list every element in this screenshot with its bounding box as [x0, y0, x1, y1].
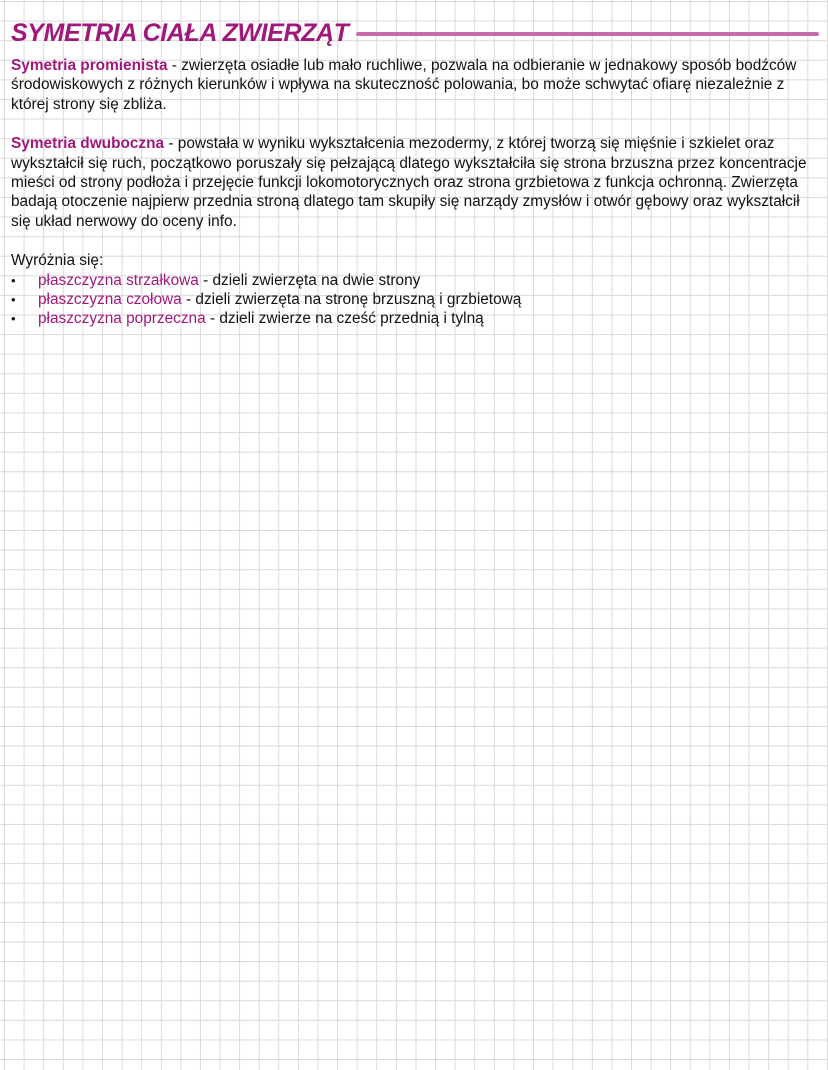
radial-symmetry-text: - zwierzęta osiadłe lub mało ruchliwe, pozwala na odbieranie w jednakowy sposób bodźców środowiskowych z różnych kierunków i wpływa na skuteczność polowania, bo może schwytać ofiarę niezależnie z której strony się zbliża. — [11, 57, 797, 113]
plane-name-sagittal: płaszczyzna strzałkowa — [38, 271, 199, 289]
note-page — [11, 14, 819, 329]
planes-intro: Wyróżnia się: — [11, 252, 104, 270]
planes-list — [11, 271, 819, 329]
page-title: SYMETRIA CIAŁA ZWIERZĄT — [11, 18, 349, 47]
list-item — [11, 309, 819, 328]
bullet-icon: • — [11, 272, 16, 288]
title-row — [11, 14, 819, 52]
plane-desc-sagittal: - dzieli zwierzęta na dwie strony — [198, 271, 421, 289]
bilateral-symmetry-text: - powstała w wyniku wykształcenia mezodermy, z której tworzą się mięśnie i szkielet oraz wykształcił się ruch, początkowo poruszały się pełzającą dlatego wykształciła się strona brzuszna przez koncentracje mieści od strony podłoża i przejęcie funkcji lokomotorycznych oraz strona grzbietowa z funkcja ochronną. Zwierzęta badają otoczenie najpierw przednia stroną dlatego tam skupiły się narządy zmysłów i otwór gębowy oraz wykształcił się układ nerwowy do oceny info. — [11, 135, 807, 230]
bilateral-symmetry-term: Symetria dwuboczna — [11, 135, 165, 153]
plane-desc-transverse: - dzieli zwierze na cześć przednią i tylną — [205, 310, 484, 328]
list-item — [11, 271, 819, 290]
title-underline — [356, 32, 819, 36]
bullet-icon: • — [11, 311, 16, 327]
radial-symmetry-term: Symetria promienista — [11, 57, 168, 74]
plane-name-transverse: płaszczyzna poprzeczna — [38, 310, 206, 328]
list-item — [11, 290, 819, 309]
plane-name-frontal: płaszczyzna czołowa — [38, 291, 182, 309]
radial-symmetry-paragraph — [11, 56, 819, 114]
bullet-icon: • — [11, 292, 16, 308]
bilateral-symmetry-paragraph — [11, 134, 819, 231]
plane-desc-frontal: - dzieli zwierzęta na stronę brzuszną i grzbietową — [181, 291, 522, 309]
